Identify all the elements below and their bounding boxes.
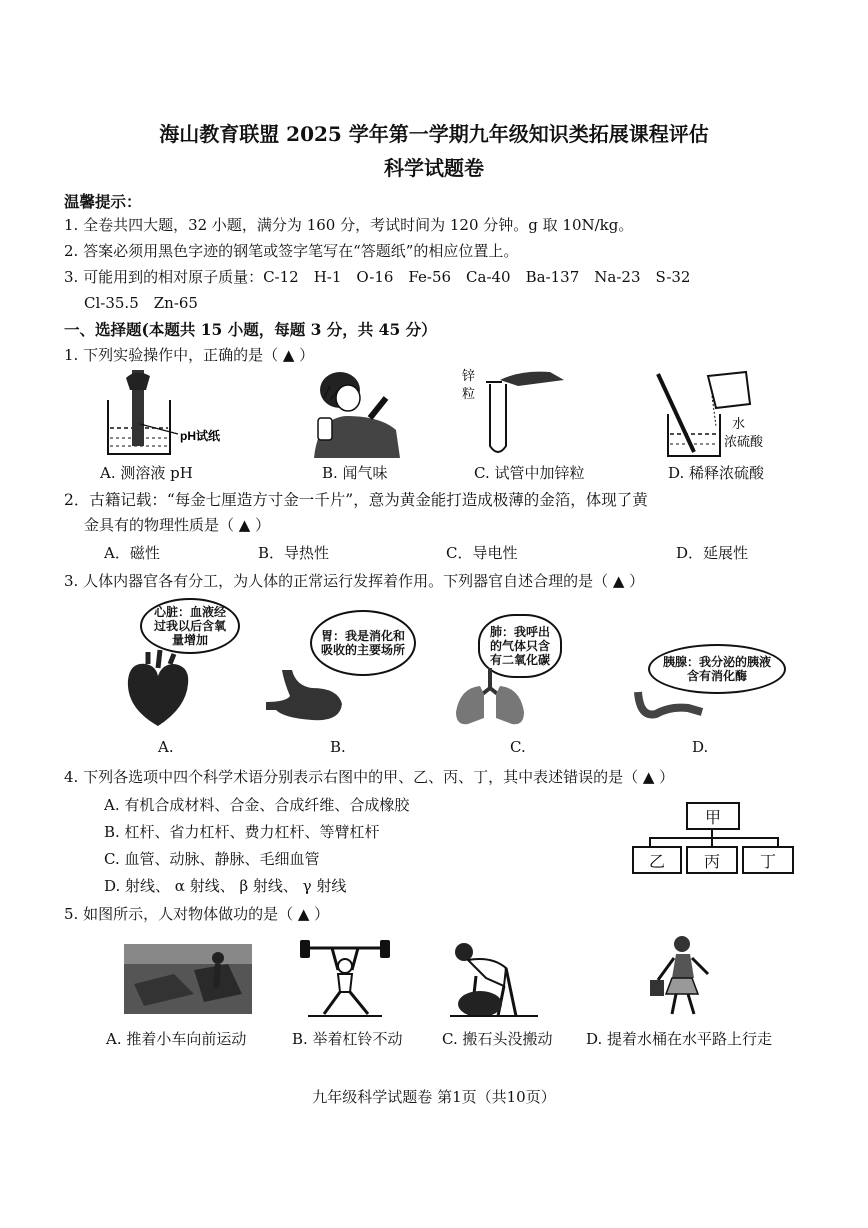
ph-paper-label: pH试纸 — [180, 429, 220, 443]
tip-item: Cl-35.5 Zn-65 — [84, 294, 198, 312]
diagram-node-yi: 乙 — [632, 846, 682, 874]
heart-icon — [118, 650, 198, 730]
page-title: 海山教育联盟 2025 学年第一学期九年级知识类拓展课程评估 — [159, 122, 709, 146]
page-subtitle: 科学试题卷 — [384, 156, 484, 180]
q5-option-d[interactable]: D. 提着水桶在水平路上行走 — [586, 1030, 773, 1048]
tips-heading: 温馨提示： — [64, 192, 142, 211]
zinc-label-1: 锌 — [462, 368, 476, 383]
diagram-node-bing: 丙 — [686, 846, 738, 874]
push-cart-photo — [124, 944, 252, 1014]
tip-item: 3. 可能用到的相对原子质量：C-12 H-1 O-16 Fe-56 Ca-40 Ba-137 Na-23 S-32 — [64, 268, 691, 286]
q1-option-a[interactable]: A. 测溶液 pH — [100, 464, 193, 482]
q2-option-a[interactable]: A．磁性 — [104, 544, 160, 562]
q4-stem: 4. 下列各选项中四个科学术语分别表示右图中的甲、乙、丙、丁，其中表述错误的是（ ▲ ） — [64, 768, 675, 786]
pancreas-icon — [636, 688, 706, 728]
zinc-label-2: 粒 — [462, 386, 476, 401]
pancreas-speech-bubble: 胰腺：我分泌的胰液含有消化酶 — [648, 644, 786, 694]
q1-option-d[interactable]: D. 稀释浓硫酸 — [668, 464, 765, 482]
q2-stem-line2: 金具有的物理性质是（ ▲ ） — [84, 516, 271, 534]
tip-item: 2. 答案必须用黑色字迹的钢笔或签字笔写在“答题纸”的相应位置上。 — [64, 242, 519, 260]
stomach-icon — [262, 666, 352, 726]
heart-speech-bubble: 心脏：血液经过我以后含氧量增加 — [140, 598, 240, 654]
q4-option-a[interactable]: A. 有机合成材料、合金、合成纤维、合成橡胶 — [104, 796, 410, 814]
bucket-carrier-figure — [636, 934, 726, 1016]
q4-option-b[interactable]: B. 杠杆、省力杠杆、费力杠杆、等臂杠杆 — [104, 823, 380, 841]
q2-option-c[interactable]: C．导电性 — [446, 544, 518, 562]
q3-stem: 3. 人体内器官各有分工，为人体的正常运行发挥着作用。下列器官自述合理的是（ ▲ ） — [64, 572, 645, 590]
q5-option-b[interactable]: B. 举着杠铃不动 — [292, 1030, 403, 1048]
q5-option-c[interactable]: C. 搬石头没搬动 — [442, 1030, 553, 1048]
section-heading: 一、选择题(本题共 15 小题，每题 3 分，共 45 分） — [64, 320, 437, 339]
q3-label-d[interactable]: D. — [692, 738, 709, 756]
acid-label: 浓硫酸 — [724, 434, 764, 449]
q3-label-a[interactable]: A. — [158, 738, 174, 756]
lung-speech-bubble: 肺：我呼出的气体只含有二氧化碳 — [478, 614, 562, 678]
smell-figure — [300, 368, 410, 458]
q1-stem: 1. 下列实验操作中，正确的是（ ▲ ） — [64, 346, 315, 364]
water-label: 水 — [732, 416, 746, 431]
q3-label-c[interactable]: C. — [510, 738, 526, 756]
q5-option-a[interactable]: A. 推着小车向前运动 — [106, 1030, 247, 1048]
q5-stem: 5. 如图所示，人对物体做功的是（ ▲ ） — [64, 905, 330, 923]
dilute-acid-figure — [650, 366, 780, 458]
q1-option-b[interactable]: B. 闻气味 — [322, 464, 388, 482]
lungs-icon — [452, 668, 528, 728]
ph-test-figure — [100, 368, 260, 458]
diagram-node-jia: 甲 — [686, 802, 740, 830]
barbell-lifter-figure — [300, 940, 390, 1018]
q2-option-b[interactable]: B．导热性 — [258, 544, 330, 562]
q3-label-b[interactable]: B. — [330, 738, 346, 756]
rock-lifting-figure — [446, 938, 542, 1018]
stomach-speech-bubble: 胃：我是消化和吸收的主要场所 — [310, 610, 416, 676]
zinc-tube-figure — [460, 366, 570, 458]
q2-stem-line1: 2．古籍记载：“每金七厘造方寸金一千片”，意为黄金能打造成极薄的金箔，体现了黄 — [64, 491, 648, 509]
tip-item: 1. 全卷共四大题，32 小题，满分为 160 分，考试时间为 120 分钟。g 取 10N/kg。 — [64, 216, 634, 234]
q1-option-c[interactable]: C. 试管中加锌粒 — [474, 464, 585, 482]
page-footer: 九年级科学试题卷 第1页（共10页） — [312, 1088, 556, 1106]
q4-option-c[interactable]: C. 血管、动脉、静脉、毛细血管 — [104, 850, 320, 868]
q4-option-d[interactable]: D. 射线、 α 射线、 β 射线、 γ 射线 — [104, 877, 347, 895]
q2-option-d[interactable]: D．延展性 — [676, 544, 749, 562]
diagram-node-ding: 丁 — [742, 846, 794, 874]
